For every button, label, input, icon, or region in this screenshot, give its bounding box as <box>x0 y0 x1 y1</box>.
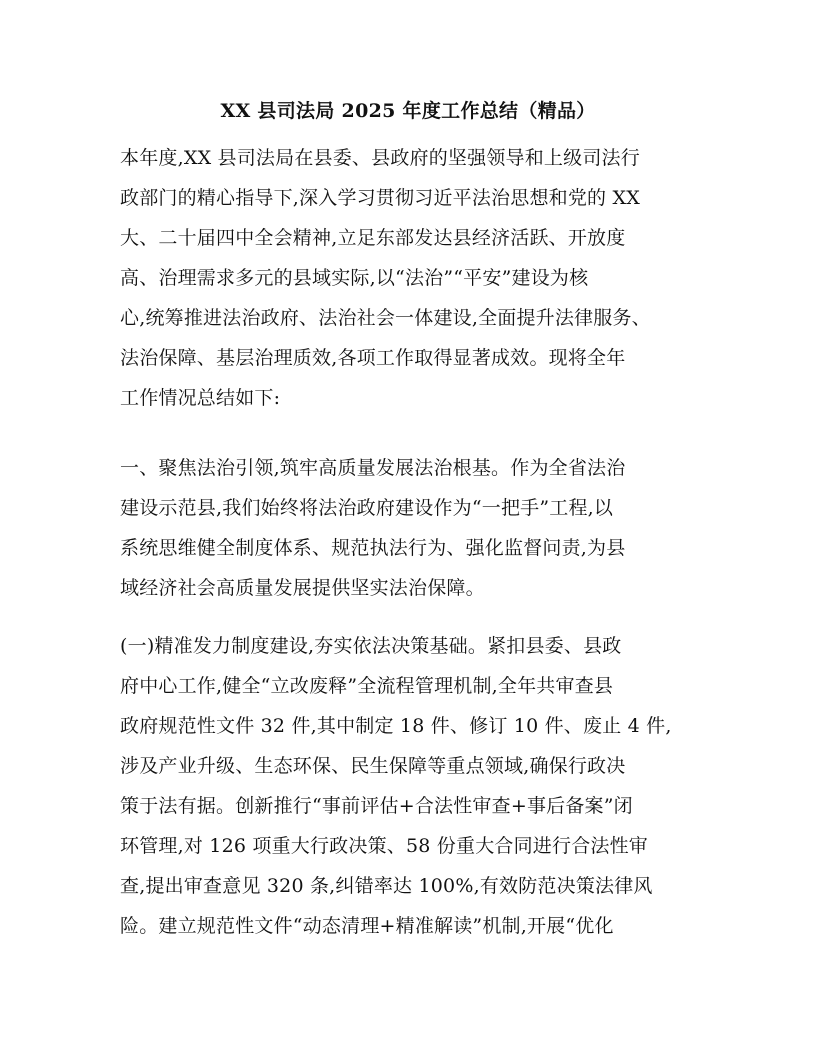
text-line: 建设示范县,我们始终将法治政府建设作为“一把手”工程,以 <box>120 497 614 519</box>
text-line: 本年度,XX 县司法局在县委、县政府的坚强领导和上级司法行 <box>120 147 640 169</box>
text-line: 法治保障、基层治理质效,各项工作取得显著成效。现将全年 <box>120 347 626 369</box>
text-line: 涉及产业升级、生态环保、民生保障等重点领域,确保行政决 <box>120 755 626 777</box>
paragraph-subsection-one <box>120 626 720 946</box>
text-line: 险。建立规范性文件“动态清理+精准解读”机制,开展“优化 <box>120 915 614 937</box>
text-line: 心,统筹推进法治政府、法治社会一体建设,全面提升法律服务、 <box>120 307 651 329</box>
text-line: 一、聚焦法治引领,筑牢高质量发展法治根基。作为全省法治 <box>120 457 626 479</box>
text-line: 域经济社会高质量发展提供坚实法治保障。 <box>120 577 485 599</box>
text-line: 府中心工作,健全“立改废释”全流程管理机制,全年共审查县 <box>120 675 614 697</box>
text-line: 策于法有据。创新推行“事前评估+合法性审查+事后备案”闭 <box>120 795 633 817</box>
text-line: 工作情况总结如下: <box>120 387 281 409</box>
document-title: XX 县司法局 2025 年度工作总结（精品） <box>220 100 596 122</box>
paragraph-intro <box>120 138 720 418</box>
text-line: 高、治理需求多元的县域实际,以“法治”“平安”建设为核 <box>120 267 589 289</box>
paragraph-section-one <box>120 448 720 608</box>
text-line: 政部门的精心指导下,深入学习贯彻习近平法治思想和党的 XX <box>120 187 640 209</box>
text-line: (一)精准发力制度建设,夯实依法决策基础。紧扣县委、县政 <box>120 635 622 657</box>
text-line: 环管理,对 126 项重大行政决策、58 份重大合同进行合法性审 <box>120 835 649 857</box>
text-line: 政府规范性文件 32 件,其中制定 18 件、修订 10 件、废止 4 件, <box>120 715 672 737</box>
text-line: 查,提出审查意见 320 条,纠错率达 100%,有效防范决策法律风 <box>120 875 653 897</box>
text-line: 系统思维健全制度体系、规范执法行为、强化监督问责,为县 <box>120 537 626 559</box>
text-line: 大、二十届四中全会精神,立足东部发达县经济活跃、开放度 <box>120 227 626 249</box>
